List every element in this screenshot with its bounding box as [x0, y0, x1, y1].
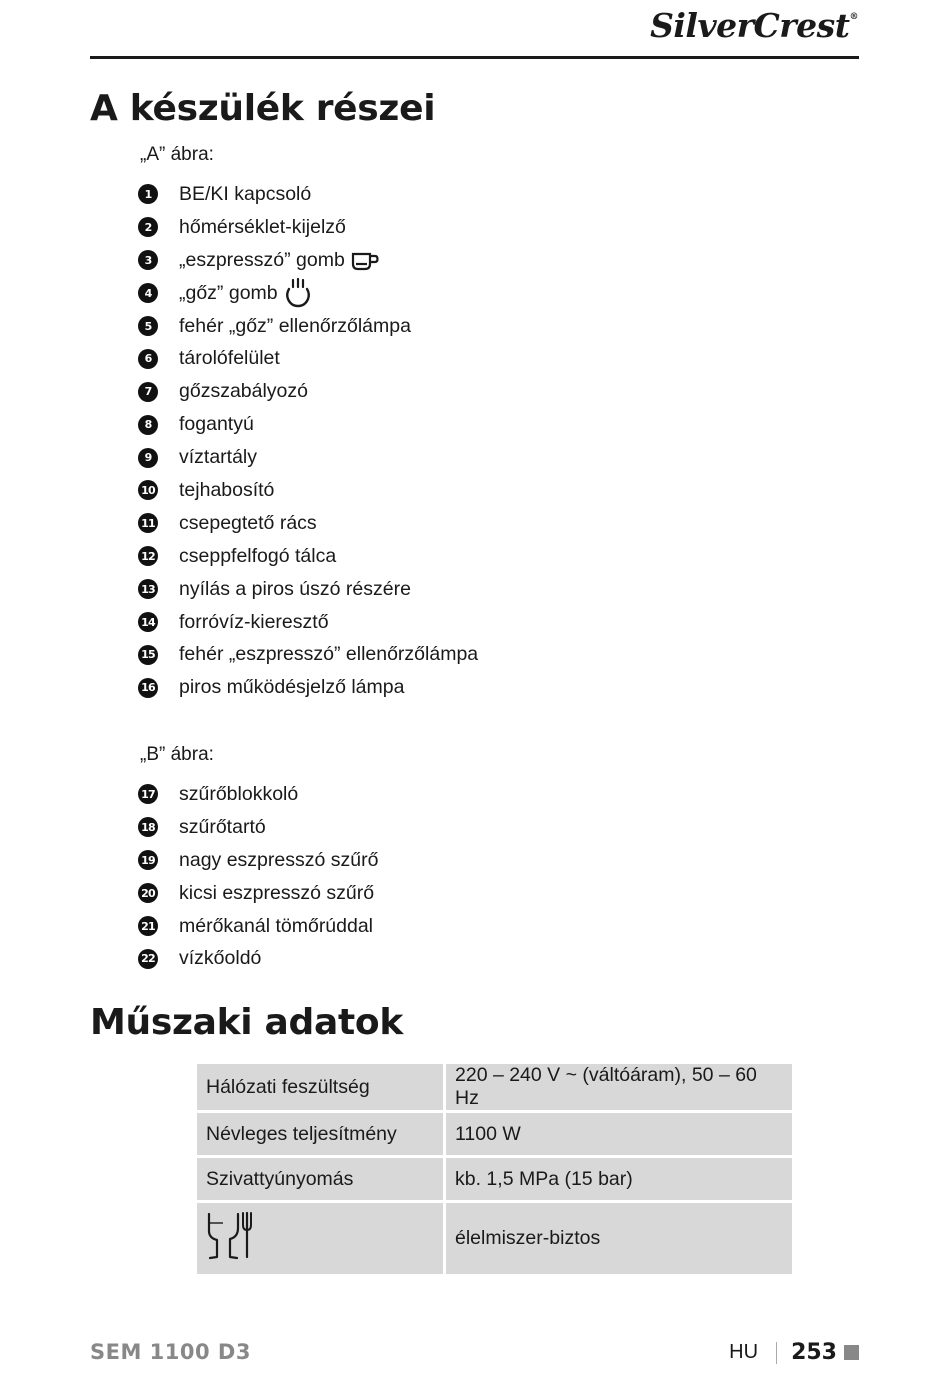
spec-value: 220 – 240 V ~ (váltóáram), 50 – 60 Hz [445, 1063, 794, 1112]
section-title-parts: A készülék részei [90, 88, 436, 129]
list-item [138, 178, 478, 211]
list-item [138, 942, 378, 975]
table-row [196, 1063, 794, 1112]
list-item [138, 573, 478, 606]
part-number-badge: 1 [138, 184, 158, 204]
part-label: szűrőblokkoló [179, 782, 299, 805]
part-label: „eszpresszó” gomb [179, 248, 345, 271]
part-number-badge: 16 [138, 678, 158, 698]
list-item [138, 638, 478, 671]
list-item [138, 375, 478, 408]
part-label: forróvíz-kieresztő [179, 610, 329, 633]
list-item [138, 910, 378, 943]
page-number: 253 [791, 1340, 837, 1365]
list-item [138, 540, 478, 573]
footer-model: SEM 1100 D3 [90, 1340, 251, 1364]
part-number-badge: 17 [138, 784, 158, 804]
part-label: víztartály [179, 446, 258, 469]
part-label: nyílás a piros úszó részére [179, 577, 411, 600]
list-item [138, 811, 378, 844]
list-item [138, 671, 478, 704]
part-number-badge: 3 [138, 250, 158, 270]
list-item [138, 277, 478, 310]
espresso-cup-icon [351, 249, 379, 271]
part-label: fogantyú [179, 413, 254, 436]
table-row [196, 1202, 794, 1276]
food-safe-icon [206, 1244, 252, 1266]
part-label: tejhabosító [179, 478, 275, 501]
part-number-badge: 15 [138, 645, 158, 665]
spec-value: kb. 1,5 MPa (15 bar) [445, 1157, 794, 1202]
part-number-badge: 9 [138, 448, 158, 468]
part-label: gőzszabályozó [179, 380, 308, 403]
part-label: szűrőtartó [179, 815, 266, 838]
footer-page-info [729, 1340, 859, 1365]
part-number-badge: 20 [138, 883, 158, 903]
list-item [138, 844, 378, 877]
part-label: tárolófelület [179, 347, 280, 370]
part-label: kicsi eszpresszó szűrő [179, 881, 375, 904]
part-number-badge: 12 [138, 546, 158, 566]
list-item [138, 606, 478, 639]
part-label: csepegtető rács [179, 511, 317, 534]
part-number-badge: 22 [138, 949, 158, 969]
part-number-badge: 8 [138, 415, 158, 435]
list-item [138, 877, 378, 910]
figure-b-label: „B” ábra: [140, 744, 214, 765]
spec-label: Névleges teljesítmény [196, 1112, 445, 1157]
list-item [138, 441, 478, 474]
spec-label: Szivattyúnyomás [196, 1157, 445, 1202]
table-row [196, 1157, 794, 1202]
page-marker-square [844, 1345, 859, 1360]
technical-data-table [194, 1061, 795, 1277]
figure-a-parts-list [138, 178, 478, 704]
list-item [138, 310, 478, 343]
part-number-badge: 13 [138, 579, 158, 599]
part-label: fehér „eszpresszó” ellenőrzőlámpa [179, 643, 479, 666]
part-label: fehér „gőz” ellenőrzőlámpa [179, 314, 411, 337]
part-number-badge: 10 [138, 480, 158, 500]
list-item [138, 211, 478, 244]
part-label: hőmérséklet-kijelző [179, 215, 346, 238]
section-title-technical-data: Műszaki adatok [90, 1002, 403, 1043]
footer-language: HU [729, 1341, 759, 1363]
part-label: mérőkanál tömőrúddal [179, 914, 374, 937]
spec-value: élelmiszer-biztos [445, 1202, 794, 1276]
spec-value: 1100 W [445, 1112, 794, 1157]
header-rule [90, 56, 859, 59]
part-label: cseppfelfogó tálca [179, 544, 337, 567]
spec-label: Hálózati feszültség [196, 1063, 445, 1112]
list-item [138, 408, 478, 441]
list-item [138, 244, 478, 277]
brand-logo: SilverCrest® [650, 6, 858, 45]
part-number-badge: 4 [138, 283, 158, 303]
part-number-badge: 19 [138, 850, 158, 870]
part-label: nagy eszpresszó szűrő [179, 848, 379, 871]
part-number-badge: 6 [138, 349, 158, 369]
steam-icon [284, 278, 312, 308]
part-number-badge: 7 [138, 382, 158, 402]
table-row [196, 1112, 794, 1157]
list-item [138, 342, 478, 375]
part-label: piros működésjelző lámpa [179, 676, 405, 699]
list-item [138, 474, 478, 507]
footer-divider [776, 1342, 777, 1364]
part-number-badge: 11 [138, 513, 158, 533]
part-label: BE/KI kapcsoló [179, 182, 312, 205]
part-number-badge: 2 [138, 217, 158, 237]
part-number-badge: 5 [138, 316, 158, 336]
part-label: vízkőoldó [179, 947, 262, 970]
part-number-badge: 14 [138, 612, 158, 632]
part-number-badge: 21 [138, 916, 158, 936]
figure-b-parts-list [138, 778, 378, 975]
part-label: „gőz” gomb [179, 281, 278, 304]
list-item [138, 507, 478, 540]
list-item [138, 778, 378, 811]
part-number-badge: 18 [138, 817, 158, 837]
figure-a-label: „A” ábra: [140, 144, 214, 165]
